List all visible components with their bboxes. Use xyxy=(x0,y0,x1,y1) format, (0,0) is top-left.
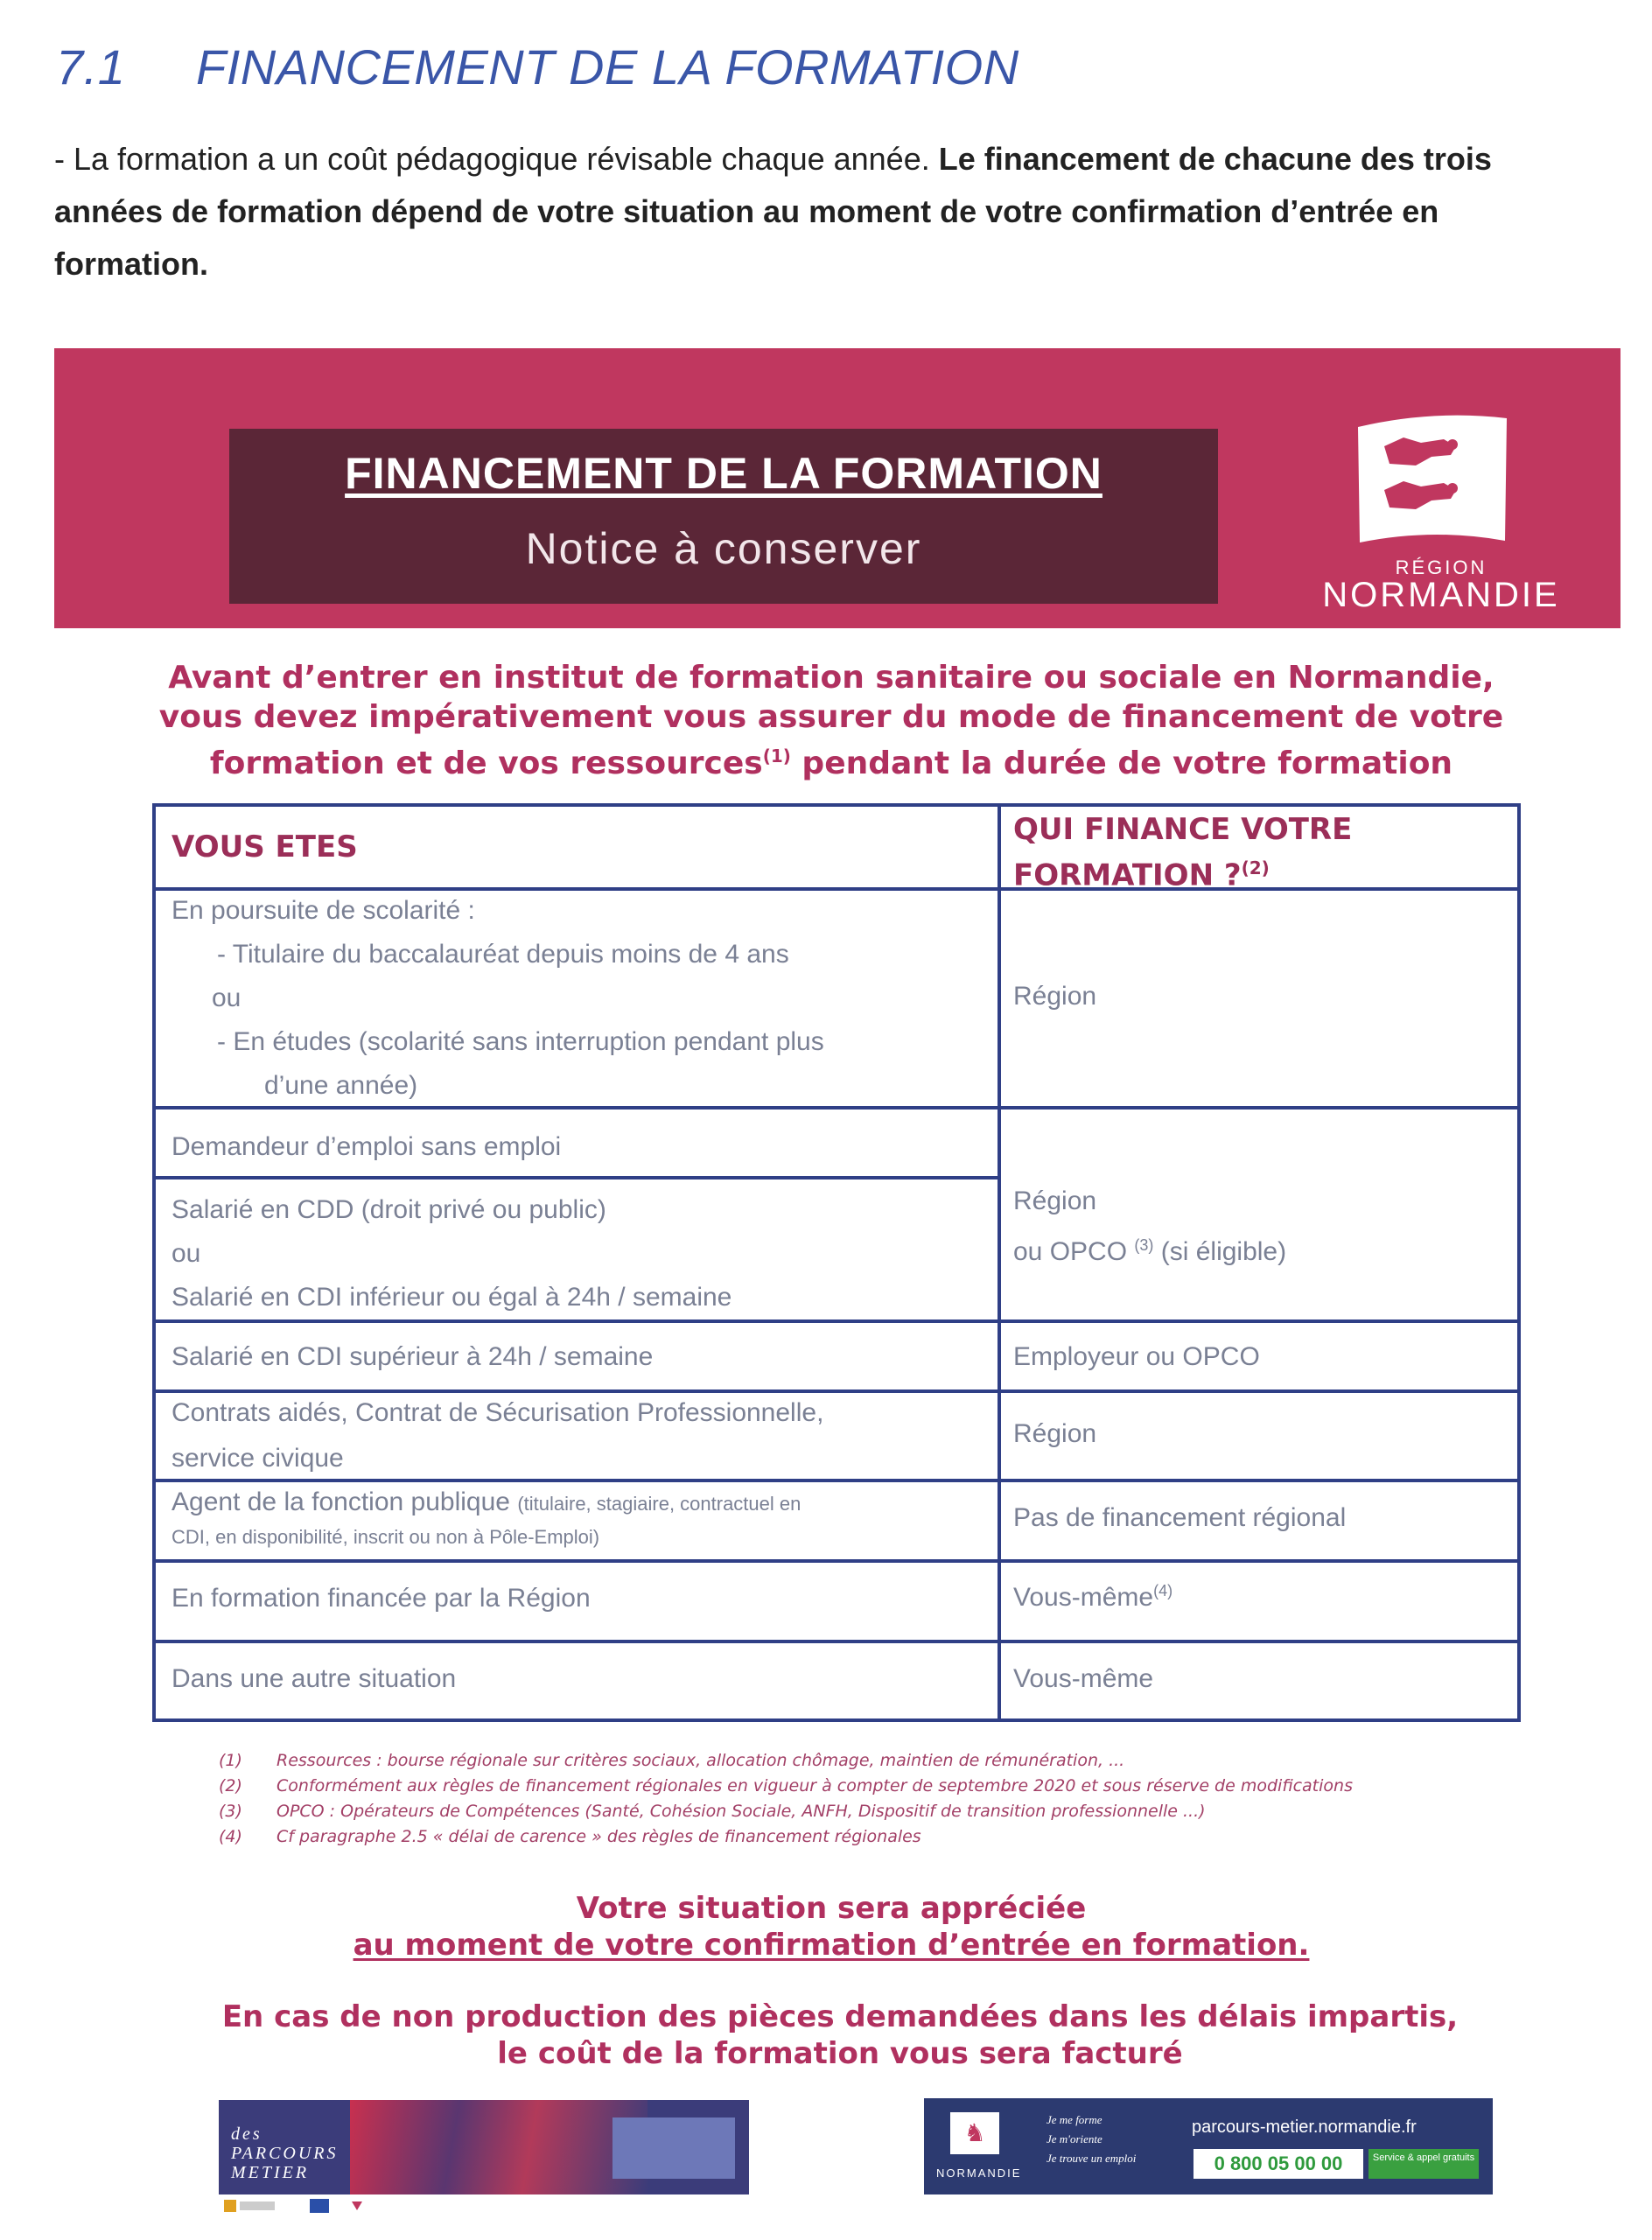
table-cell-salarie-cdi: Salarié en CDI supérieur à 24h / semaine xyxy=(172,1342,654,1371)
table-row-divider xyxy=(156,1320,1517,1323)
financer-region-3: Région xyxy=(1013,1419,1097,1448)
tagline-3: Je trouve un emploi xyxy=(1046,2152,1137,2165)
logo-region-name: NORMANDIE xyxy=(1322,576,1560,614)
parcours-metier-logo xyxy=(231,2124,339,2182)
intro-bold-3: formation. xyxy=(54,246,208,282)
warning-footnote-ref: (1) xyxy=(762,746,791,766)
vous-meme-text: Vous-même xyxy=(1013,1583,1154,1612)
logo-parcours: PARCOURS xyxy=(231,2144,339,2163)
table-row-divider xyxy=(156,1176,998,1180)
table-cell-autre-situation: Dans une autre situation xyxy=(172,1664,457,1693)
header-right-line-1: QUI FINANCE VOTRE xyxy=(1013,812,1353,847)
table-row-divider xyxy=(156,1559,1517,1563)
footnote-2 xyxy=(219,1774,1531,1799)
footnote-2-text: Conformément aux règles de financement régionales en vigueur à compter de septembre 2020 et sous réserve de modifications xyxy=(276,1776,1353,1796)
footnote-4-number: (4) xyxy=(219,1827,242,1846)
table-cell-contrats-aides xyxy=(172,1398,985,1477)
financer-employeur: Employeur ou OPCO xyxy=(1013,1342,1260,1371)
table-cell-salarie-cdd xyxy=(172,1185,985,1316)
footer-website: parcours-metier.normandie.fr xyxy=(1192,2118,1417,2137)
normandy-flag-icon xyxy=(1349,410,1516,550)
financer-region-opco xyxy=(1013,1180,1286,1274)
scolarite-line-3: ou xyxy=(212,984,242,1012)
intro-paragraph xyxy=(54,133,1594,290)
footnote-4 xyxy=(219,1824,1531,1850)
footnotes xyxy=(219,1748,1531,1850)
region-normandie-logo xyxy=(1297,410,1586,620)
footnote-3-number: (3) xyxy=(219,1802,242,1821)
notice-banner xyxy=(54,348,1620,628)
financer-region-2: Région xyxy=(1013,1186,1097,1215)
fonction-publique-line-2: CDI, en disponibilité, inscrit ou non à Pôle-Emploi) xyxy=(172,1526,600,1548)
footnote-1-number: (1) xyxy=(219,1751,242,1770)
parcours-metier-banner xyxy=(219,2100,749,2194)
header-right-line-2: FORMATION ? xyxy=(1013,858,1242,893)
table-column-divider xyxy=(998,807,1001,1718)
partner-logos-strip xyxy=(219,2194,394,2217)
table-cell-formation-region: En formation financée par la Région xyxy=(172,1584,591,1613)
logo-region-label: RÉGION xyxy=(1395,556,1488,578)
scolarite-line-1: En poursuite de scolarité : xyxy=(172,896,475,925)
financing-table xyxy=(152,803,1521,1722)
tagline-2: Je m'oriente xyxy=(1046,2132,1102,2146)
financer-pas-regional: Pas de financement régional xyxy=(1013,1503,1347,1532)
cdd-line-1: Salarié en CDD (droit privé ou public) xyxy=(172,1195,606,1224)
warning-line-2: vous devez impérativement vous assurer du mode de financement de votre xyxy=(158,699,1504,735)
intro-plain: - La formation a un coût pédagogique révisable chaque année. xyxy=(54,141,930,177)
table-row-divider xyxy=(156,1106,1517,1110)
vous-meme-footnote-ref: (4) xyxy=(1153,1582,1173,1600)
intro-bold-1: Le financement de chacune des trois xyxy=(929,141,1492,177)
footnote-4-text: Cf paragraphe 2.5 « délai de carence » des règles de financement régionales xyxy=(276,1827,921,1846)
table-row-divider xyxy=(156,1479,1517,1482)
banner-subtitle: Notice à conserver xyxy=(525,524,922,573)
photo-collage xyxy=(350,2100,648,2194)
table-row-divider xyxy=(156,1390,1517,1393)
billing-warning xyxy=(158,1998,1522,2072)
normandie-contact-banner xyxy=(924,2098,1493,2194)
partner-logos-icon xyxy=(219,2194,394,2217)
header-vous-etes: VOUS ETES xyxy=(172,830,358,864)
header-footnote-ref: (2) xyxy=(1241,858,1270,878)
fonction-publique-detail: (titulaire, stagiaire, contractuel en xyxy=(517,1493,802,1515)
logo-des: des xyxy=(231,2124,262,2144)
fonction-publique-line-1 xyxy=(172,1488,801,1517)
opco-footnote-ref: (3) xyxy=(1134,1236,1154,1254)
footnote-1 xyxy=(219,1748,1531,1774)
warning-line-1: Avant d’entrer en institut de formation sanitaire ou sociale en Normandie, xyxy=(168,660,1494,696)
section-heading xyxy=(56,38,1019,95)
cdd-line-2: ou xyxy=(172,1239,201,1268)
table-cell-scolarite xyxy=(172,896,985,1102)
footnote-1-text: Ressources : bourse régionale sur critères sociaux, allocation chômage, maintien de rémunération, ... xyxy=(276,1751,1125,1770)
scolarite-line-2: - Titulaire du baccalauréat depuis moins de 4 ans xyxy=(217,940,789,969)
intro-bold-2: années de formation dépend de votre situation au moment de votre confirmation d’entrée en xyxy=(54,193,1439,229)
scolarite-line-5: d’une année) xyxy=(264,1071,418,1100)
footer-free-service: Service & appel gratuits xyxy=(1368,2149,1479,2179)
footer-taglines xyxy=(1046,2110,1136,2168)
scolarite-line-4: - En études (scolarité sans interruption pendant plus xyxy=(217,1027,824,1056)
financer-opco-b: (si éligible) xyxy=(1153,1237,1287,1266)
partner-panel xyxy=(612,2118,735,2179)
section-title: FINANCEMENT DE LA FORMATION xyxy=(196,39,1019,94)
fonction-publique-main: Agent de la fonction publique xyxy=(172,1488,518,1516)
warning-line-3a: formation et de vos ressources xyxy=(209,746,763,781)
footnote-2-number: (2) xyxy=(219,1776,242,1796)
footnote-3 xyxy=(219,1799,1531,1824)
banner-title-box xyxy=(229,429,1218,604)
footer-phone: 0 800 05 00 00 xyxy=(1194,2149,1363,2179)
footnote-3-text: OPCO : Opérateurs de Compétences (Santé, Cohésion Sociale, ANFH, Dispositif de transition professionnelle ...) xyxy=(276,1802,1206,1821)
financer-opco-a: ou OPCO xyxy=(1013,1237,1135,1266)
tagline-1: Je me forme xyxy=(1046,2113,1102,2126)
normandy-lions-icon: ♞ xyxy=(950,2112,999,2154)
situation-notice xyxy=(262,1890,1400,1964)
cdd-line-3: Salarié en CDI inférieur ou égal à 24h / semaine xyxy=(172,1283,732,1312)
footer-region-name: NORMANDIE xyxy=(936,2166,1022,2180)
table-cell-fonction-publique xyxy=(172,1486,985,1556)
situation-line-2: au moment de votre confirmation d’entrée en formation. xyxy=(353,1928,1310,1963)
warning-text xyxy=(105,658,1558,783)
warning-line-3b: pendant la durée de votre formation xyxy=(790,746,1453,781)
financer-region-1: Région xyxy=(1013,982,1097,1011)
financer-vous-meme-2: Vous-même xyxy=(1013,1664,1154,1693)
billing-line-2: le coût de la formation vous sera facturé xyxy=(497,2036,1183,2071)
section-number: 7.1 xyxy=(56,39,126,94)
contrats-line-1: Contrats aidés, Contrat de Sécurisation Professionnelle, xyxy=(172,1398,824,1427)
banner-title: FINANCEMENT DE LA FORMATION xyxy=(345,449,1102,498)
financer-vous-meme-1 xyxy=(1013,1582,1172,1613)
table-cell-demandeur-emploi: Demandeur d’emploi sans emploi xyxy=(172,1132,562,1161)
table-row-divider xyxy=(156,1640,1517,1643)
header-qui-finance xyxy=(1013,810,1352,894)
situation-line-1: Votre situation sera appréciée xyxy=(576,1891,1087,1926)
contrats-line-2: service civique xyxy=(172,1444,344,1473)
billing-line-1: En cas de non production des pièces demandées dans les délais impartis, xyxy=(221,1999,1459,2034)
logo-metier: METIER xyxy=(231,2163,310,2182)
